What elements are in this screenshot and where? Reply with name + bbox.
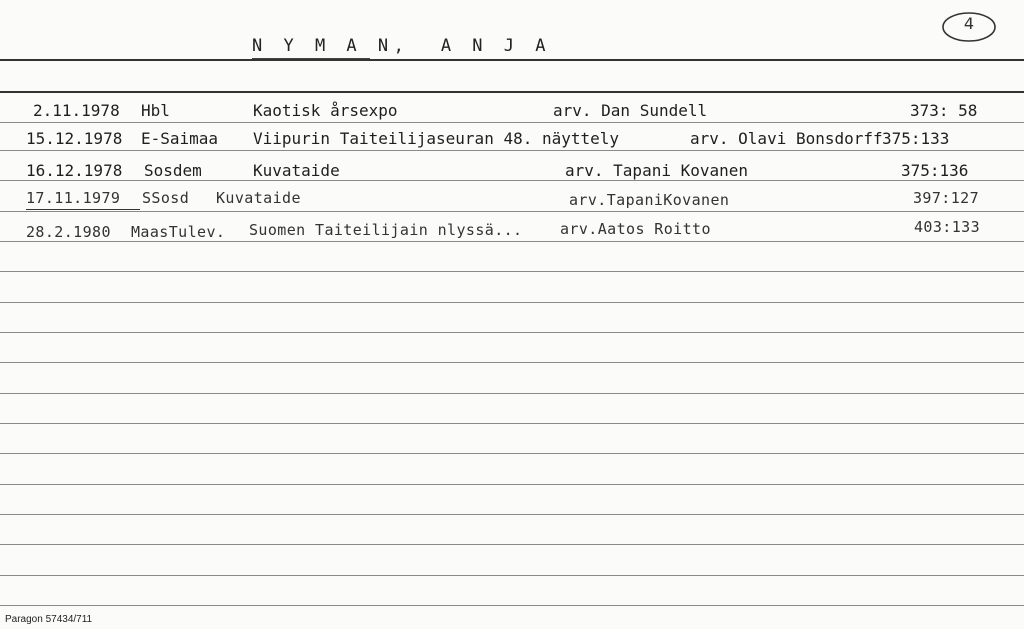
entry-reviewer: arv.TapaniKovanen	[569, 191, 730, 209]
rule	[0, 332, 1024, 333]
entry-date: 2.11.1978	[33, 101, 120, 120]
rule	[0, 514, 1024, 515]
entry-date: 15.12.1978	[26, 129, 123, 148]
rule	[0, 150, 1024, 151]
rule	[0, 544, 1024, 545]
entry-reviewer: arv. Dan Sundell	[553, 101, 708, 120]
entry-title: Kuvataide	[216, 189, 301, 207]
rule	[0, 302, 1024, 303]
entry-source: Hbl	[141, 101, 170, 120]
entry-date: 28.2.1980	[26, 223, 111, 241]
entry-source: E-Saimaa	[141, 129, 219, 148]
page-number: 4	[963, 14, 975, 33]
entry-source: SSosd	[142, 189, 190, 207]
rule	[0, 393, 1024, 394]
rule	[0, 362, 1024, 363]
rule	[0, 241, 1024, 242]
entry-ref: 403:133	[914, 218, 981, 236]
rule	[0, 271, 1024, 272]
entry-ref: 375:133	[882, 129, 950, 148]
rule	[0, 91, 1024, 93]
rule	[0, 484, 1024, 485]
entry-date: 16.12.1978	[26, 161, 123, 180]
rule	[0, 423, 1024, 424]
rule	[0, 122, 1024, 123]
entry-ref: 373: 58	[910, 101, 978, 120]
rule	[0, 453, 1024, 454]
entry-title: Kuvataide	[253, 161, 340, 180]
card-title: N Y M A N, A N J A	[252, 36, 551, 56]
header-rule	[0, 59, 1024, 61]
entry-reviewer: arv. Tapani Kovanen	[565, 161, 749, 180]
entry-ref: 375:136	[901, 161, 969, 180]
rule	[0, 180, 1024, 181]
entry-date: 17.11.1979	[26, 189, 121, 207]
entry-reviewer: arv.Aatos Roitto	[560, 220, 711, 238]
entry-source: Sosdem	[144, 161, 202, 180]
entry-reviewer: arv. Olavi Bonsdorff	[690, 129, 883, 148]
entry-title: Suomen Taiteilijain nlyssä...	[249, 221, 523, 239]
entry-source: MaasTulev.	[131, 223, 226, 241]
date-underline	[26, 209, 140, 210]
entry-ref: 397:127	[913, 189, 980, 207]
entry-title: Viipurin Taiteilijaseuran 48. näyttely	[253, 129, 620, 148]
rule	[0, 605, 1024, 606]
rule	[0, 211, 1024, 212]
entry-title: Kaotisk årsexpo	[253, 101, 398, 120]
printer-imprint: Paragon 57434/711	[5, 614, 93, 625]
rule	[0, 575, 1024, 576]
